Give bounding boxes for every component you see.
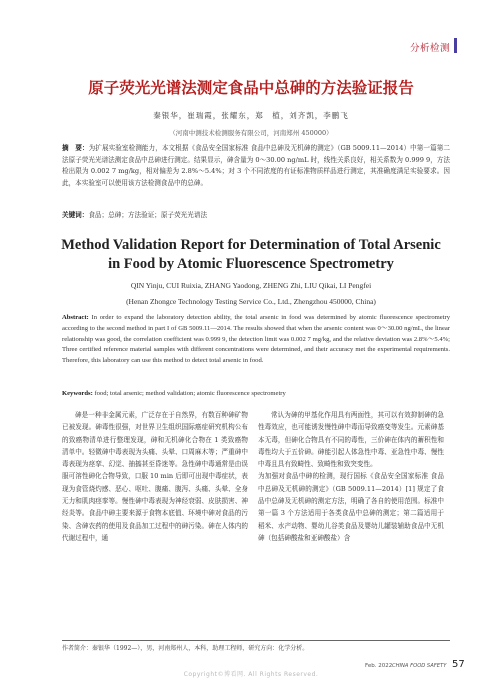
section-tag: 分析检测 — [409, 43, 450, 54]
footnote-divider — [62, 640, 450, 641]
title-cn: 原子荧光光谱法测定食品中总砷的方法验证报告 — [88, 78, 414, 97]
footer-journal-name: CHINA FOOD SAFETY — [392, 663, 447, 669]
abstract-en — [62, 313, 450, 367]
title-en — [0, 236, 502, 274]
abstract-en-label: Abstract: — [62, 314, 89, 321]
keywords-cn-label: 关键词： — [62, 211, 89, 219]
keywords-en-label: Keywords: — [62, 390, 93, 397]
affiliation-cn: （河南中测技术检测服务有限公司，河南郑州 450000） — [169, 129, 333, 137]
keywords-cn-text: 食品；总砷；方法验证；原子荧光光谱法 — [88, 211, 208, 219]
title-en-line-2: in Food by Atomic Fluorescence Spectrometry — [108, 256, 394, 272]
authors-cn: 秦银华，崔瑞霞，张耀东，郑 植，刘齐凯，李鹏飞 — [153, 111, 349, 120]
keywords-en — [62, 389, 450, 400]
keywords-cn — [62, 210, 450, 222]
abstract-cn-label: 摘 要： — [62, 144, 89, 152]
copyright-watermark: Copyright©博看网. All Rights Reserved. — [183, 671, 319, 678]
body-column-right: 常认为砷的甲基化作用具有两面性，其可以有效抑制砷的急性毒效应，也可能诱发慢性砷中毒而导致癌变等发生。元素砷基本无毒，但砷化合物具有不同的毒性，三价砷在体内的蓄积性和毒性均大于五价砷。砷能引起人体急性中毒、亚急性中毒、慢性中毒且具有致畸性、致畸性和致突变性。 为加强对食品中砷的检测，现行国标《食品安全国家标准 食品中总砷及无机砷的测定》（GB 5009.11—2014）[1] 规定了食品中总砷及无机砷的测定方法，明确了各自的使用范围。标准中第一篇 3 个方法适用于各类食品中总砷的测定；第二篇适用于稻米、水产动物、婴幼儿谷类食品及婴幼儿罐装辅助食品中无机砷（包括砷酸盐和亚砷酸盐）含 — [258, 411, 444, 542]
keywords-en-text: food; total arsenic; method validation; atomic fluorescence spectrometry — [94, 390, 286, 397]
authors-en: QIN Yinju, CUI Ruixia, ZHANG Yaodong, ZHENG Zhi, LIU Qikai, LI Pengfei — [130, 281, 372, 290]
section-bar — [454, 38, 457, 53]
abstract-cn-text: 为扩展实验室检测能力，本文根据《食品安全国家标准 食品中总砷及无机砷的测定》（GB 5009.11—2014）中第一篇第二法原子荧光光谱法测定食品中总砷进行测定。结果显示，砷含量为 0～30.00 ng/mL 时，线性关系良好，相关系数为 0.999 9，方法检出限为 0.002 7 mg/kg，相对偏差为 2.8%～5.4%；对 3 个不同浓度的有证标准物质样品进行测定，其准确度满足实验要求。因此，本实验室可以使用该方法检测食品中的总砷。 — [62, 144, 450, 187]
author-footnote: 作者简介：秦银华（1992—），男，河南郑州人，本科，助理工程师，研究方向：化学分析。 — [62, 645, 309, 652]
abstract-en-text: In order to expand the laboratory detection ability, the total arsenic in food was determined by atomic fluorescence spectrometry according to the second method in part I of GB 5009.11—2014. The results showed that when the arsenic content was 0～30.00 ng/mL, the linear relationship was good, the correlation coefficient was 0.999 9, the detection limit was 0.002 7 mg/kg, and the relative deviation was 2.8%～5.4%; Three certified reference material samples with different concentrations were determined, and their accuracy met the experimental requirements. Therefore, this laboratory can use this method to detect total arsenic in food. — [62, 314, 450, 365]
footer-date: Feb. 2022 — [365, 663, 393, 669]
affiliation-en: (Henan Zhongce Technology Testing Service Co., Ltd., Zhengzhou 450000, China) — [126, 297, 376, 306]
abstract-cn — [62, 143, 450, 189]
body-column-left: 砷是一种非金属元素，广泛存在于自然界，有数百种砷矿物已被发现。砷毒性很强，对世界卫生组织国际癌症研究机构公布的致癌物清单进行整理发现，砷和无机砷化合物在 1 类致癌物清单中。轻微砷中毒表现为头痛、头晕、口周麻木等；严重砷中毒表现为痉挛、幻觉、抽搐甚至昏迷等。急性砷中毒通常是由误服可溶性砷化合物导致，口服 10 min 后即可出现中毒症状，表现为食管烧灼感、恶心、呕吐、腹痛、腹泻、头痛、头晕、全身无力和肌肉痉挛等。慢性砷中毒表现为神经衰弱、皮肤损害、神经炎等。食品中砷主要来源于食物本底值、环境中砷对食品的污染、含砷农药的使用及食品加工过程中的砷污染。砷在人体内的代谢过程中，通 — [62, 411, 248, 542]
page-number: 57 — [452, 659, 465, 670]
title-en-line-1: Method Validation Report for Determination of Total Arsenic — [61, 237, 441, 253]
